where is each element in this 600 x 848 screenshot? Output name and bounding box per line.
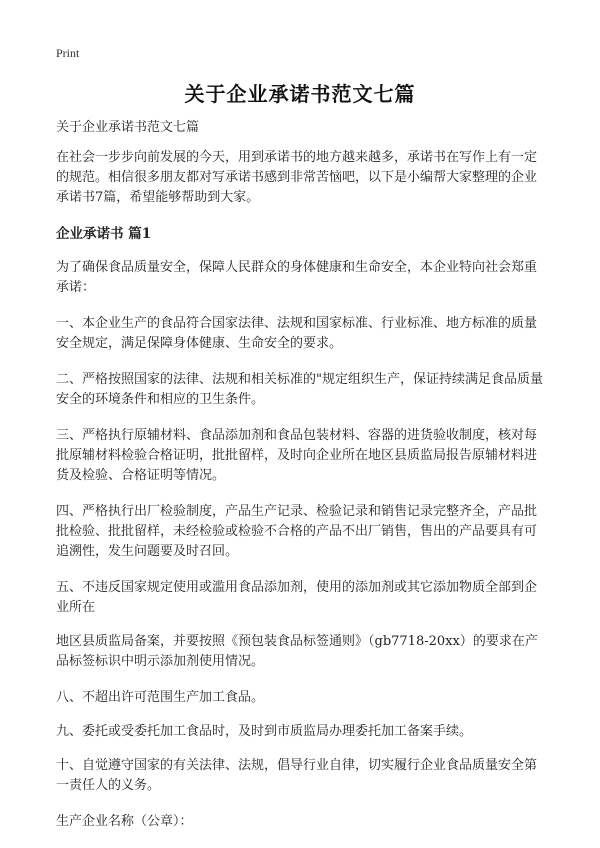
paragraph-item-2: 二、严格按照国家的法律、法规和相关标准的"规定组织生产，保证持续满足食品质量安全的环境条件和相应的卫生条件。	[56, 372, 543, 407]
paragraph-item-5-continued: 地区县质监局备案，并要按照《预包装食品标签通则》（gb7718-20xx）的要求在产品标签标识中明示添加剂使用情况。	[56, 634, 538, 669]
paragraph-item-4: 四、严格执行出厂检验制度，产品生产记录、检验记录和销售记录完整齐全，产品批批检验、批批留样，未经检验或检验不合格的产品不出厂销售，售出的产品要具有可追溯性，发生问题要及时召回。	[56, 504, 538, 559]
section-heading: 企业承诺书 篇1	[56, 226, 152, 242]
paragraph-pledge-intro: 为了确保食品质量安全，保障人民群众的身体健康和生命安全，本企业特向社会郑重承诺：	[56, 260, 538, 295]
paragraph-item-10: 十、自觉遵守国家的有关法律、法规，倡导行业自律，切实履行企业食品质量安全第一责任人的义务。	[56, 758, 538, 793]
paragraph-item-5: 五、不违反国家规定使用或滥用食品添加剂，使用的添加剂或其它添加物质全部到企业所在	[56, 580, 538, 615]
paragraph-item-9: 九、委托或受委托加工食品时，及时到市质监局办理委托加工备案手续。	[56, 724, 473, 739]
paragraph-item-3: 三、严格执行原辅材料、食品添加剂和食品包装材料、容器的进货验收制度，核对每批原辅材料检验合格证明，批批留样，及时向企业所在地区县质监局报告原辅材料进货及检验、合格证明等情况。	[56, 428, 538, 483]
print-label: Print	[56, 46, 80, 60]
intro-paragraph: 在社会一步步向前发展的今天，用到承诺书的地方越来越多，承诺书在写作上有一定的规范。相信很多朋友都对写承诺书感到非常苦恼吧，以下是小编帮大家整理的企业承诺书7篇，希望能够帮助到大家。	[56, 150, 538, 205]
paragraph-item-1: 一、本企业生产的食品符合国家法律、法规和国家标准、行业标准、地方标准的质量安全规定，满足保障身体健康、生命安全的要求。	[56, 316, 538, 351]
document-body	[56, 118, 546, 848]
signature-company-name: 生产企业名称（公章）：	[56, 814, 193, 829]
paragraph-item-8: 八、不超出许可范围生产加工食品。	[56, 690, 265, 705]
document-subtitle: 关于企业承诺书范文七篇	[56, 120, 200, 135]
document-title: 关于企业承诺书范文七篇	[184, 82, 416, 106]
